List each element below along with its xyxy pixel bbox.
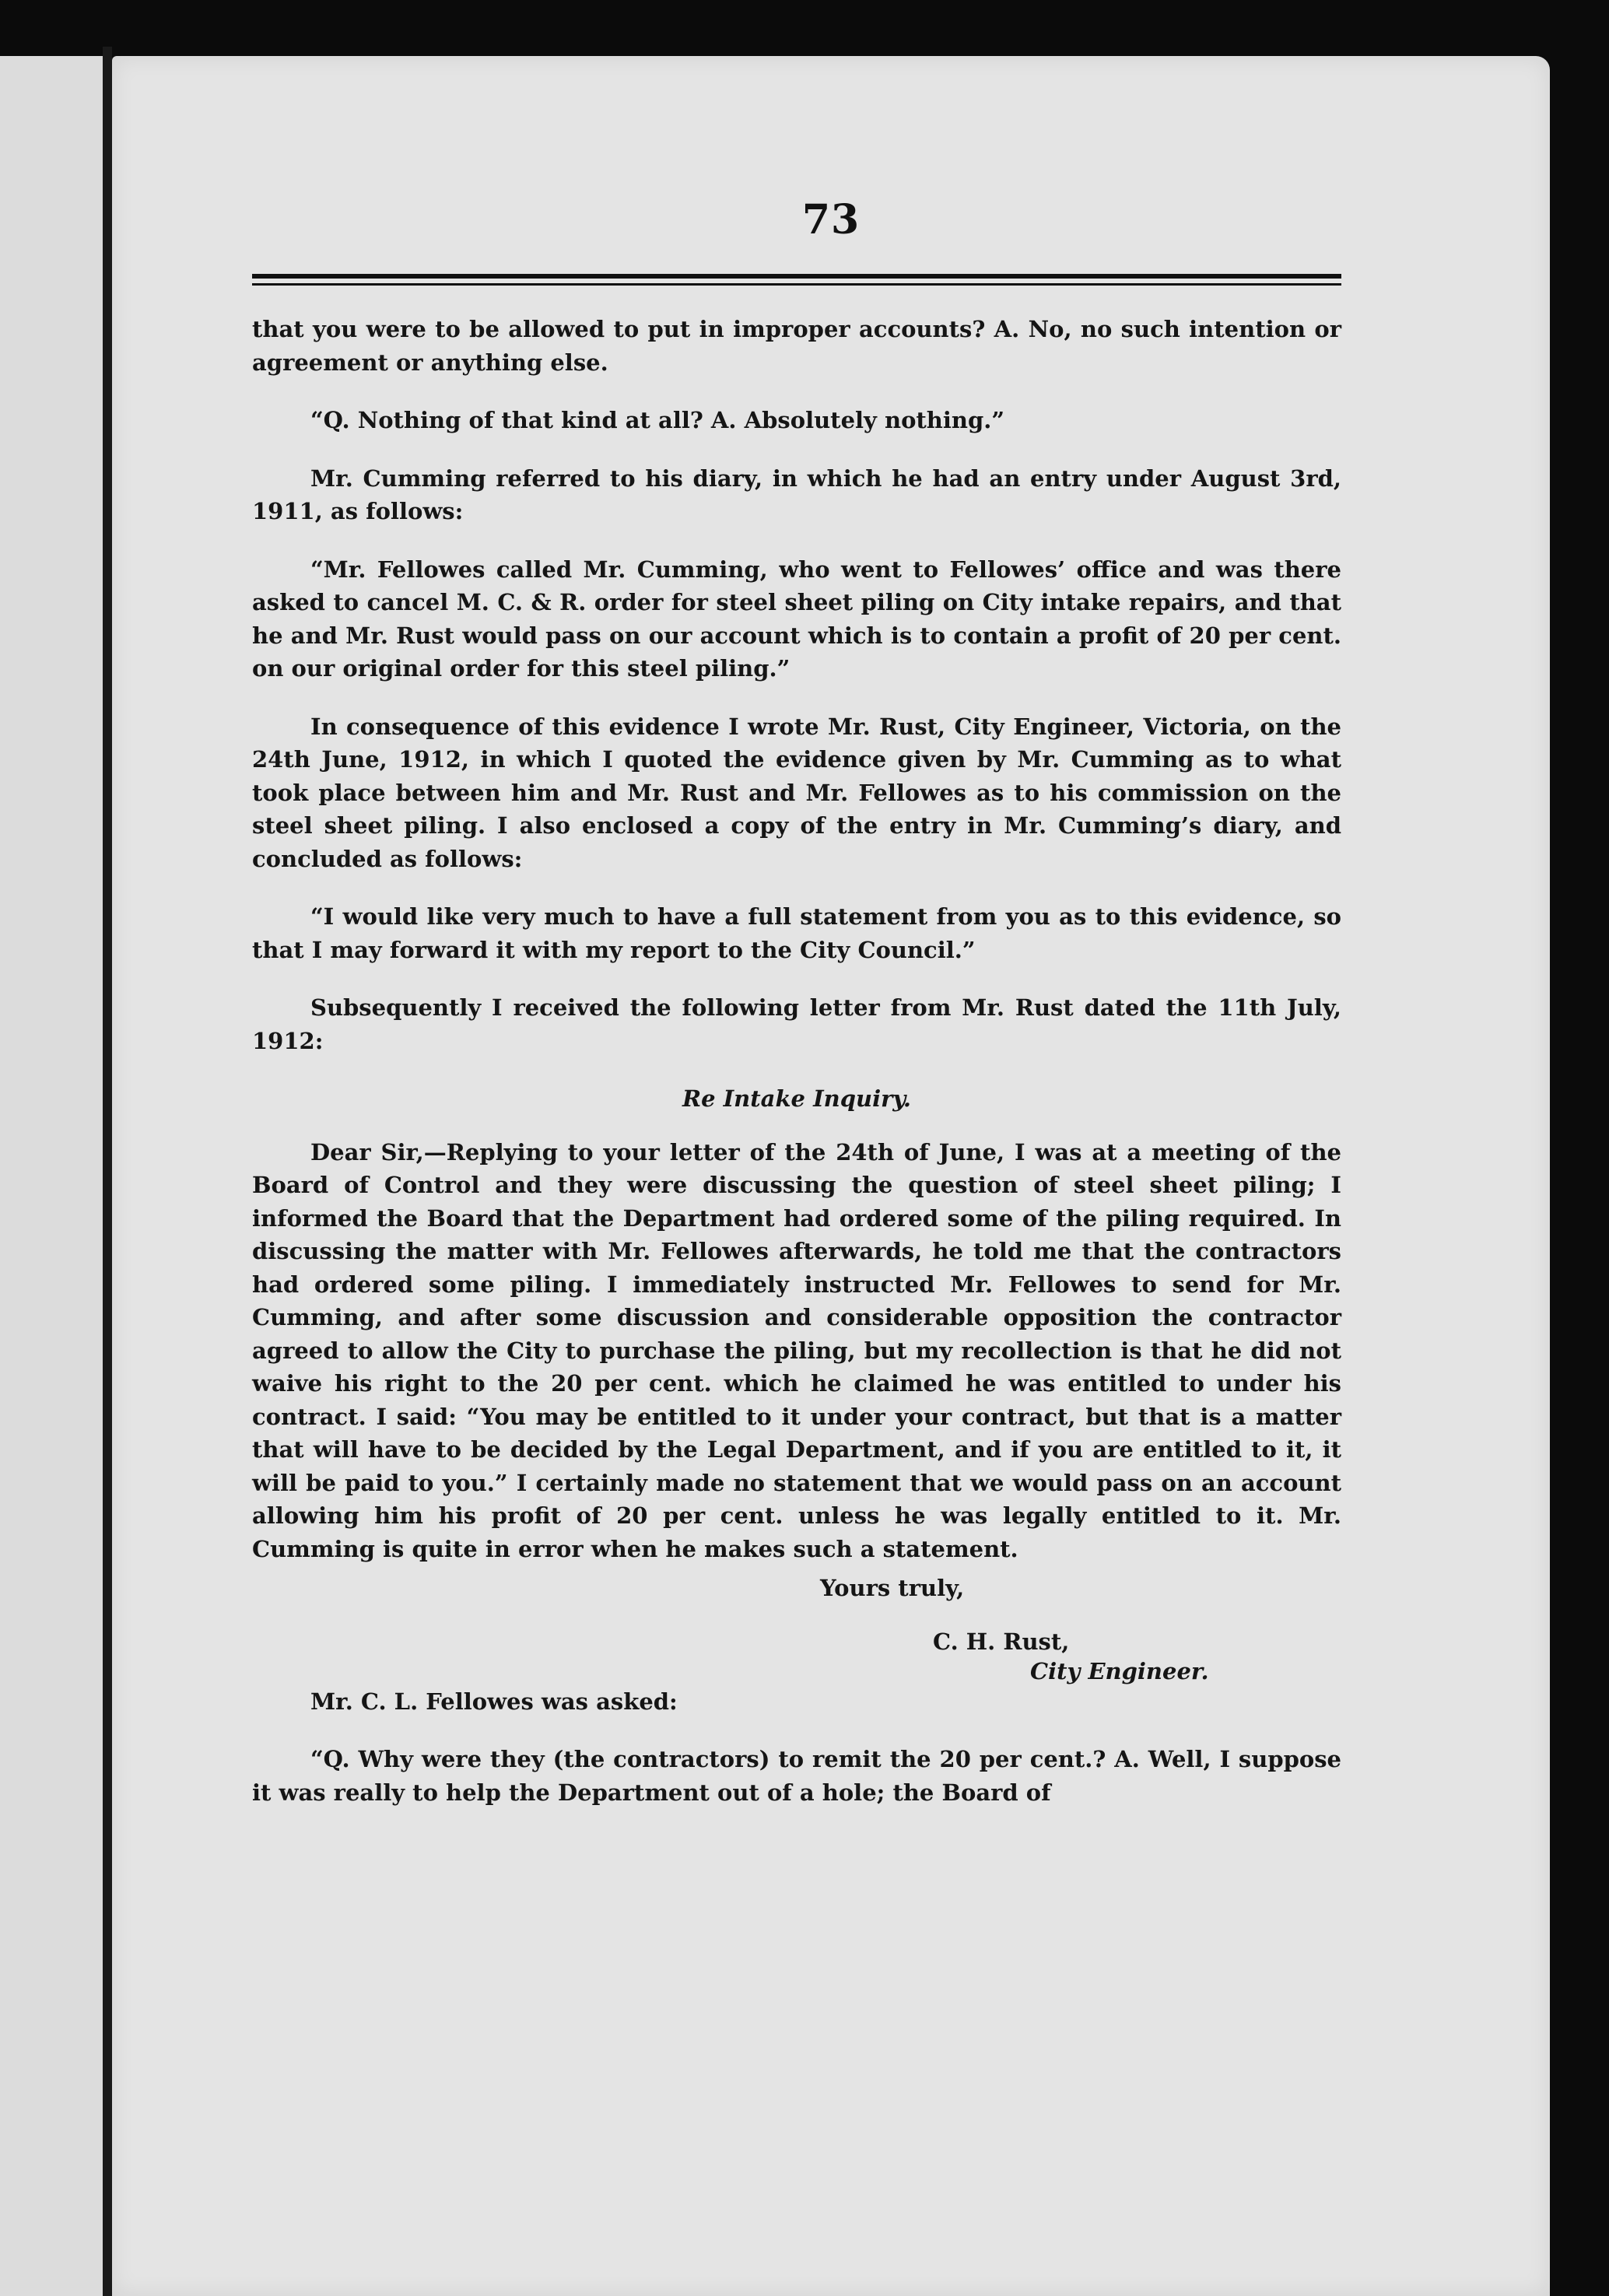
paragraph-7: Subsequently I received the following letter from Mr. Rust dated the 11th July, 1912: <box>252 994 1341 1054</box>
header-rule-thin <box>252 283 1341 286</box>
adjacent-page-strip <box>0 56 103 2296</box>
paragraph-10: “Q. Why were they (the contractors) to remit the 20 per cent.? A. Well, I suppose it was really to help the Department out of a hole; the Board of <box>252 1746 1341 1806</box>
paragraph-4-diary-quote: “Mr. Fellowes called Mr. Cumming, who went to Fellowes’ office and was there asked to cancel M. C. & R. order for steel sheet piling on City intake repairs, and that he and Mr. Rust would pass on our account which is to contain a profit of 20 per cent. on our original order for this steel piling.” <box>252 556 1341 682</box>
signature-name: C. H. Rust, <box>933 1628 1070 1655</box>
header-rule-thick <box>252 274 1341 279</box>
document-page <box>112 56 1550 2296</box>
paragraph-6-quote: “I would like very much to have a full statement from you as to this evidence, so that I may forward it with my report to the City Council.” <box>252 903 1341 963</box>
paragraph-2: “Q. Nothing of that kind at all? A. Absolutely nothing.” <box>310 407 1005 433</box>
page-gutter <box>103 47 112 2296</box>
letter-heading: Re Intake Inquiry. <box>682 1085 912 1112</box>
body-text <box>252 313 1341 1834</box>
letter-closing: Yours truly, <box>820 1575 965 1601</box>
signature-title: City Engineer. <box>1030 1658 1209 1684</box>
paragraph-5: In consequence of this evidence I wrote Mr. Rust, City Engineer, Victoria, on the 24th June, 1912, in which I quoted the evidence given by Mr. Cumming as to what took place between him and Mr. Rust and Mr. Fellowes as to his commission on the steel sheet piling. I also enclosed a copy of the entry in Mr. Cumming’s diary, and concluded as follows: <box>252 713 1341 872</box>
paragraph-9: Mr. C. L. Fellowes was asked: <box>310 1688 678 1715</box>
letter-body: Dear Sir,—Replying to your letter of the 24th of June, I was at a meeting of the Board of Control and they were discussing the question of steel sheet piling; I informed the Board that the Department had ordered some of the piling required. In discussing the matter with Mr. Fellowes afterwards, he told me that the contractors had ordered some piling. I immediately instructed Mr. Fellowes to send for Mr. Cumming, and after some discussion and considerable opposition the contractor agreed to allow the City to purchase the piling, but my recollection is that he did not waive his right to the 20 per cent. which he claimed he was entitled to under his contract. I said: “You may be entitled to it under your contract, but that is a matter that will have to be decided by the Legal Department, and if you are entitled to it, it will be paid to you.” I certainly made no statement that we would pass on an account allowing him his profit of 20 per cent. unless he was legally entitled to it. Mr. Cumming is quite in error when he makes such a statement. <box>252 1138 1341 1562</box>
paragraph-1: that you were to be allowed to put in improper accounts? A. No, no such intention or agreement or anything else. <box>252 316 1341 376</box>
page-number: 73 <box>801 196 861 244</box>
paragraph-3: Mr. Cumming referred to his diary, in which he had an entry under August 3rd, 1911, as follows: <box>252 464 1341 524</box>
